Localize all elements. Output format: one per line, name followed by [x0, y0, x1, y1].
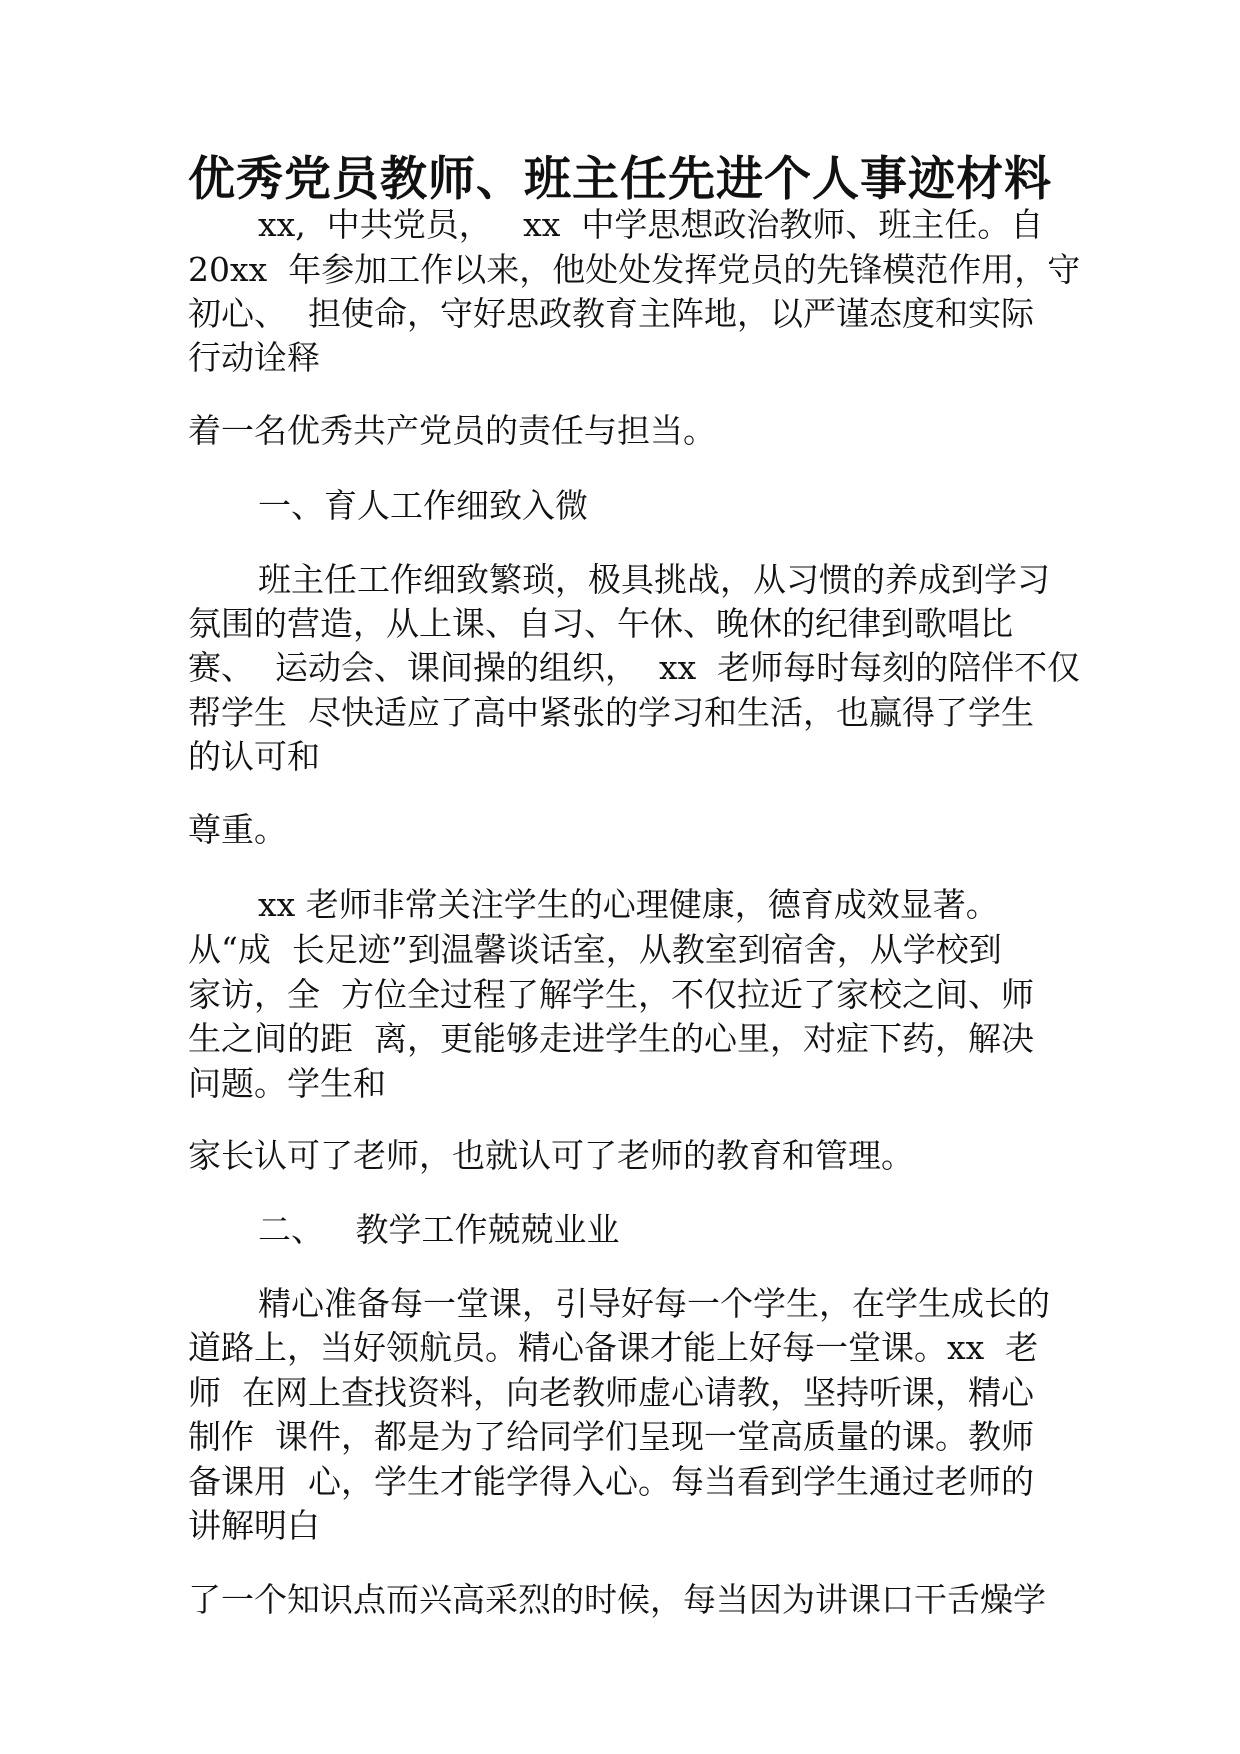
body-line: 班主任工作细致繁琐，极具挑战，从习惯的养成到学习 — [258, 560, 1050, 599]
body-line: xx 老师非常关注学生的心理健康，德育成效显著。 — [258, 885, 999, 924]
body-line: 备课用 心，学生才能学得入心。每当看到学生通过老师的 — [188, 1462, 1034, 1501]
body-line: 赛、 运动会、课间操的组织， xx 老师每时每刻的陪伴不仅 — [188, 648, 1081, 687]
body-line: 初心、 担使命，守好思政教育主阵地，以严谨态度和实际 — [188, 294, 1034, 333]
body-line: 着一名优秀共产党员的责任与担当。 — [188, 411, 716, 450]
body-line: 尊重。 — [188, 810, 287, 849]
section-heading: 一、育人工作细致入微 — [258, 486, 588, 525]
body-line: 20xx 年参加工作以来，他处处发挥党员的先锋模范作用，守 — [188, 250, 1081, 289]
body-line: 生之间的距 离，更能够走进学生的心里，对症下药，解决 — [188, 1019, 1034, 1058]
body-line: 制作 课件，都是为了给同学们呈现一堂高质量的课。教师 — [188, 1417, 1034, 1456]
body-line: 从“成 长足迹”到温馨谈话室，从教室到宿舍，从学校到 — [188, 930, 1002, 969]
body-line: 家长认可了老师，也就认可了老师的教育和管理。 — [188, 1136, 914, 1175]
body-line: 师 在网上查找资料，向老教师虚心请教，坚持听课，精心 — [188, 1373, 1034, 1412]
body-line: 精心准备每一堂课，引导好每一个学生，在学生成长的 — [258, 1284, 1050, 1323]
body-line: xx, 中共党员， xx 中学思想政治教师、班主任。自 — [258, 205, 1044, 244]
body-line: 了一个知识点而兴高采烈的时候，每当因为讲课口干舌燥学 — [188, 1580, 1046, 1619]
body-line: 氛围的营造，从上课、自习、午休、晚休的纪律到歌唱比 — [188, 604, 1013, 643]
body-line: 讲解明白 — [188, 1506, 320, 1545]
body-line: 的认可和 — [188, 737, 320, 776]
body-line: 帮学生 尽快适应了高中紧张的学习和生活，也赢得了学生 — [188, 693, 1034, 732]
body-line: 道路上，当好领航员。精心备课才能上好每一堂课。xx 老 — [188, 1328, 1039, 1367]
section-heading: 二、 教学工作兢兢业业 — [258, 1210, 620, 1249]
body-line: 家访，全 方位全过程了解学生，不仅拉近了家校之间、师 — [188, 975, 1034, 1014]
body-line: 问题。学生和 — [188, 1064, 386, 1103]
document-title: 优秀党员教师、班主任先进个人事迹材料 — [188, 152, 1052, 207]
body-line: 行动诠释 — [188, 338, 320, 377]
